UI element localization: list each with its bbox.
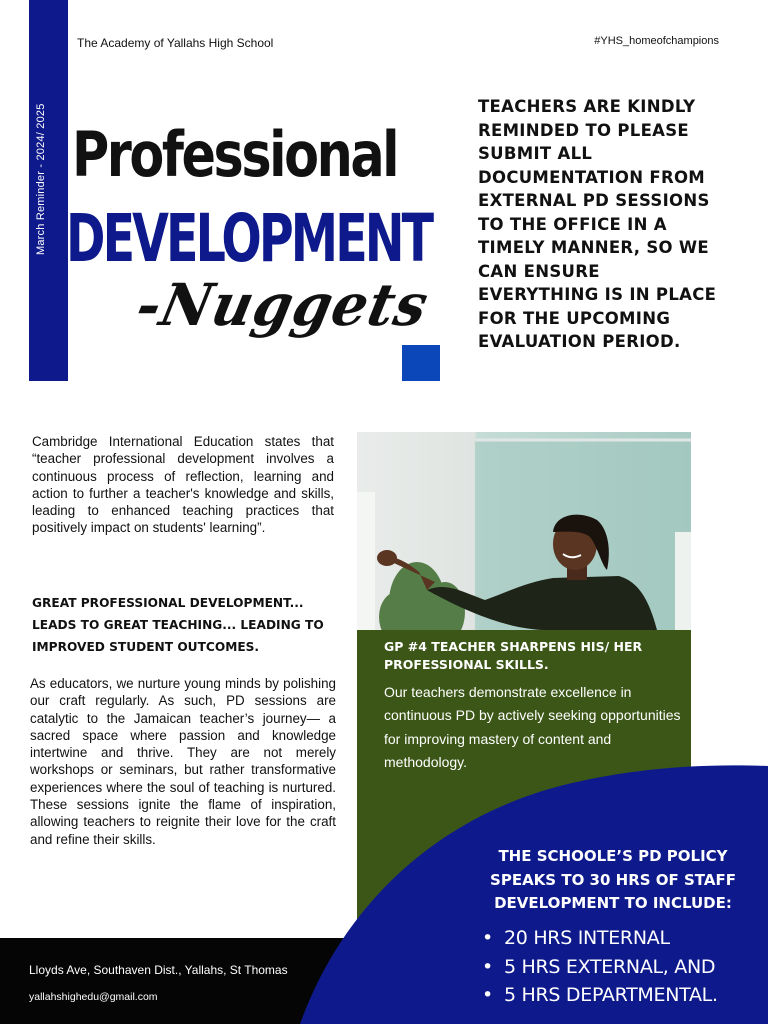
footer-email: yallahshighedu@gmail.com [29, 991, 158, 1003]
policy-title: THE SCHOOLE’S PD POLICY SPEAKS TO 30 HRS OF STAFF DEVELOPMENT TO INCLUDE: [490, 847, 736, 912]
highlight-statement: GREAT PROFESSIONAL DEVELOPMENT... LEADS TO GREAT TEACHING... LEADING TO IMPROVED STUDENT OUTCOMES. [32, 596, 324, 654]
caption-title: GP #4 TEACHER SHARPENS HIS/ HER PROFESSIONAL SKILLS. [384, 639, 643, 672]
footer-address: Lloyds Ave, Southaven Dist., Yallahs, St Thomas [29, 963, 288, 977]
side-label: March Reminder - 2024/ 2025 [35, 103, 47, 255]
policy-item-internal: • 20 HRS INTERNAL [482, 924, 718, 953]
policy-item-departmental: • 5 HRS DEPARTMENTAL. [482, 981, 718, 1010]
policy-item-external: • 5 HRS EXTERNAL, AND [482, 953, 718, 982]
body-paragraph: As educators, we nurture young minds by polishing our craft regularly. As such, PD sessions are catalytic to the Jamaican teacher’s journey— a sacred space where passion and knowledge intertwine and thrive. They are not merely workshops or seminars, but rather transformative experiences where the soul of teaching is nurtured. These sessions ignite the flame of inspiration, allowing teachers to reignite their love for the craft and refine their skills. [30, 676, 336, 847]
policy-list [482, 924, 718, 1010]
caption-text: Our teachers demonstrate excellence in continuous PD by actively seeking opportunities for improving mastery of content and methodology. [384, 684, 681, 770]
hashtag: #YHS_homeofchampions [594, 35, 719, 47]
title-nuggets: -Nuggets [130, 271, 435, 339]
title-development: DEVELOPMENT [66, 200, 432, 277]
school-name: The Academy of Yallahs High School [77, 36, 274, 50]
intro-paragraph: Cambridge International Education states that “teacher professional development involves a continuous process of reflection, learning and action to further a teacher's knowledge and skills, leading to enhanced teaching practices that positively impact on students' learning”. [32, 434, 334, 536]
title-professional: Professional [72, 118, 398, 191]
reminder-notice: TEACHERS ARE KINDLY REMINDED TO PLEASE SUBMIT ALL DOCUMENTATION FROM EXTERNAL PD SESSIONS TO THE OFFICE IN A TIMELY MANNER, SO WE CAN ENSURE EVERYTHING IS IN PLACE FOR THE UPCOMING EVALUATION PERIOD. [478, 97, 717, 351]
